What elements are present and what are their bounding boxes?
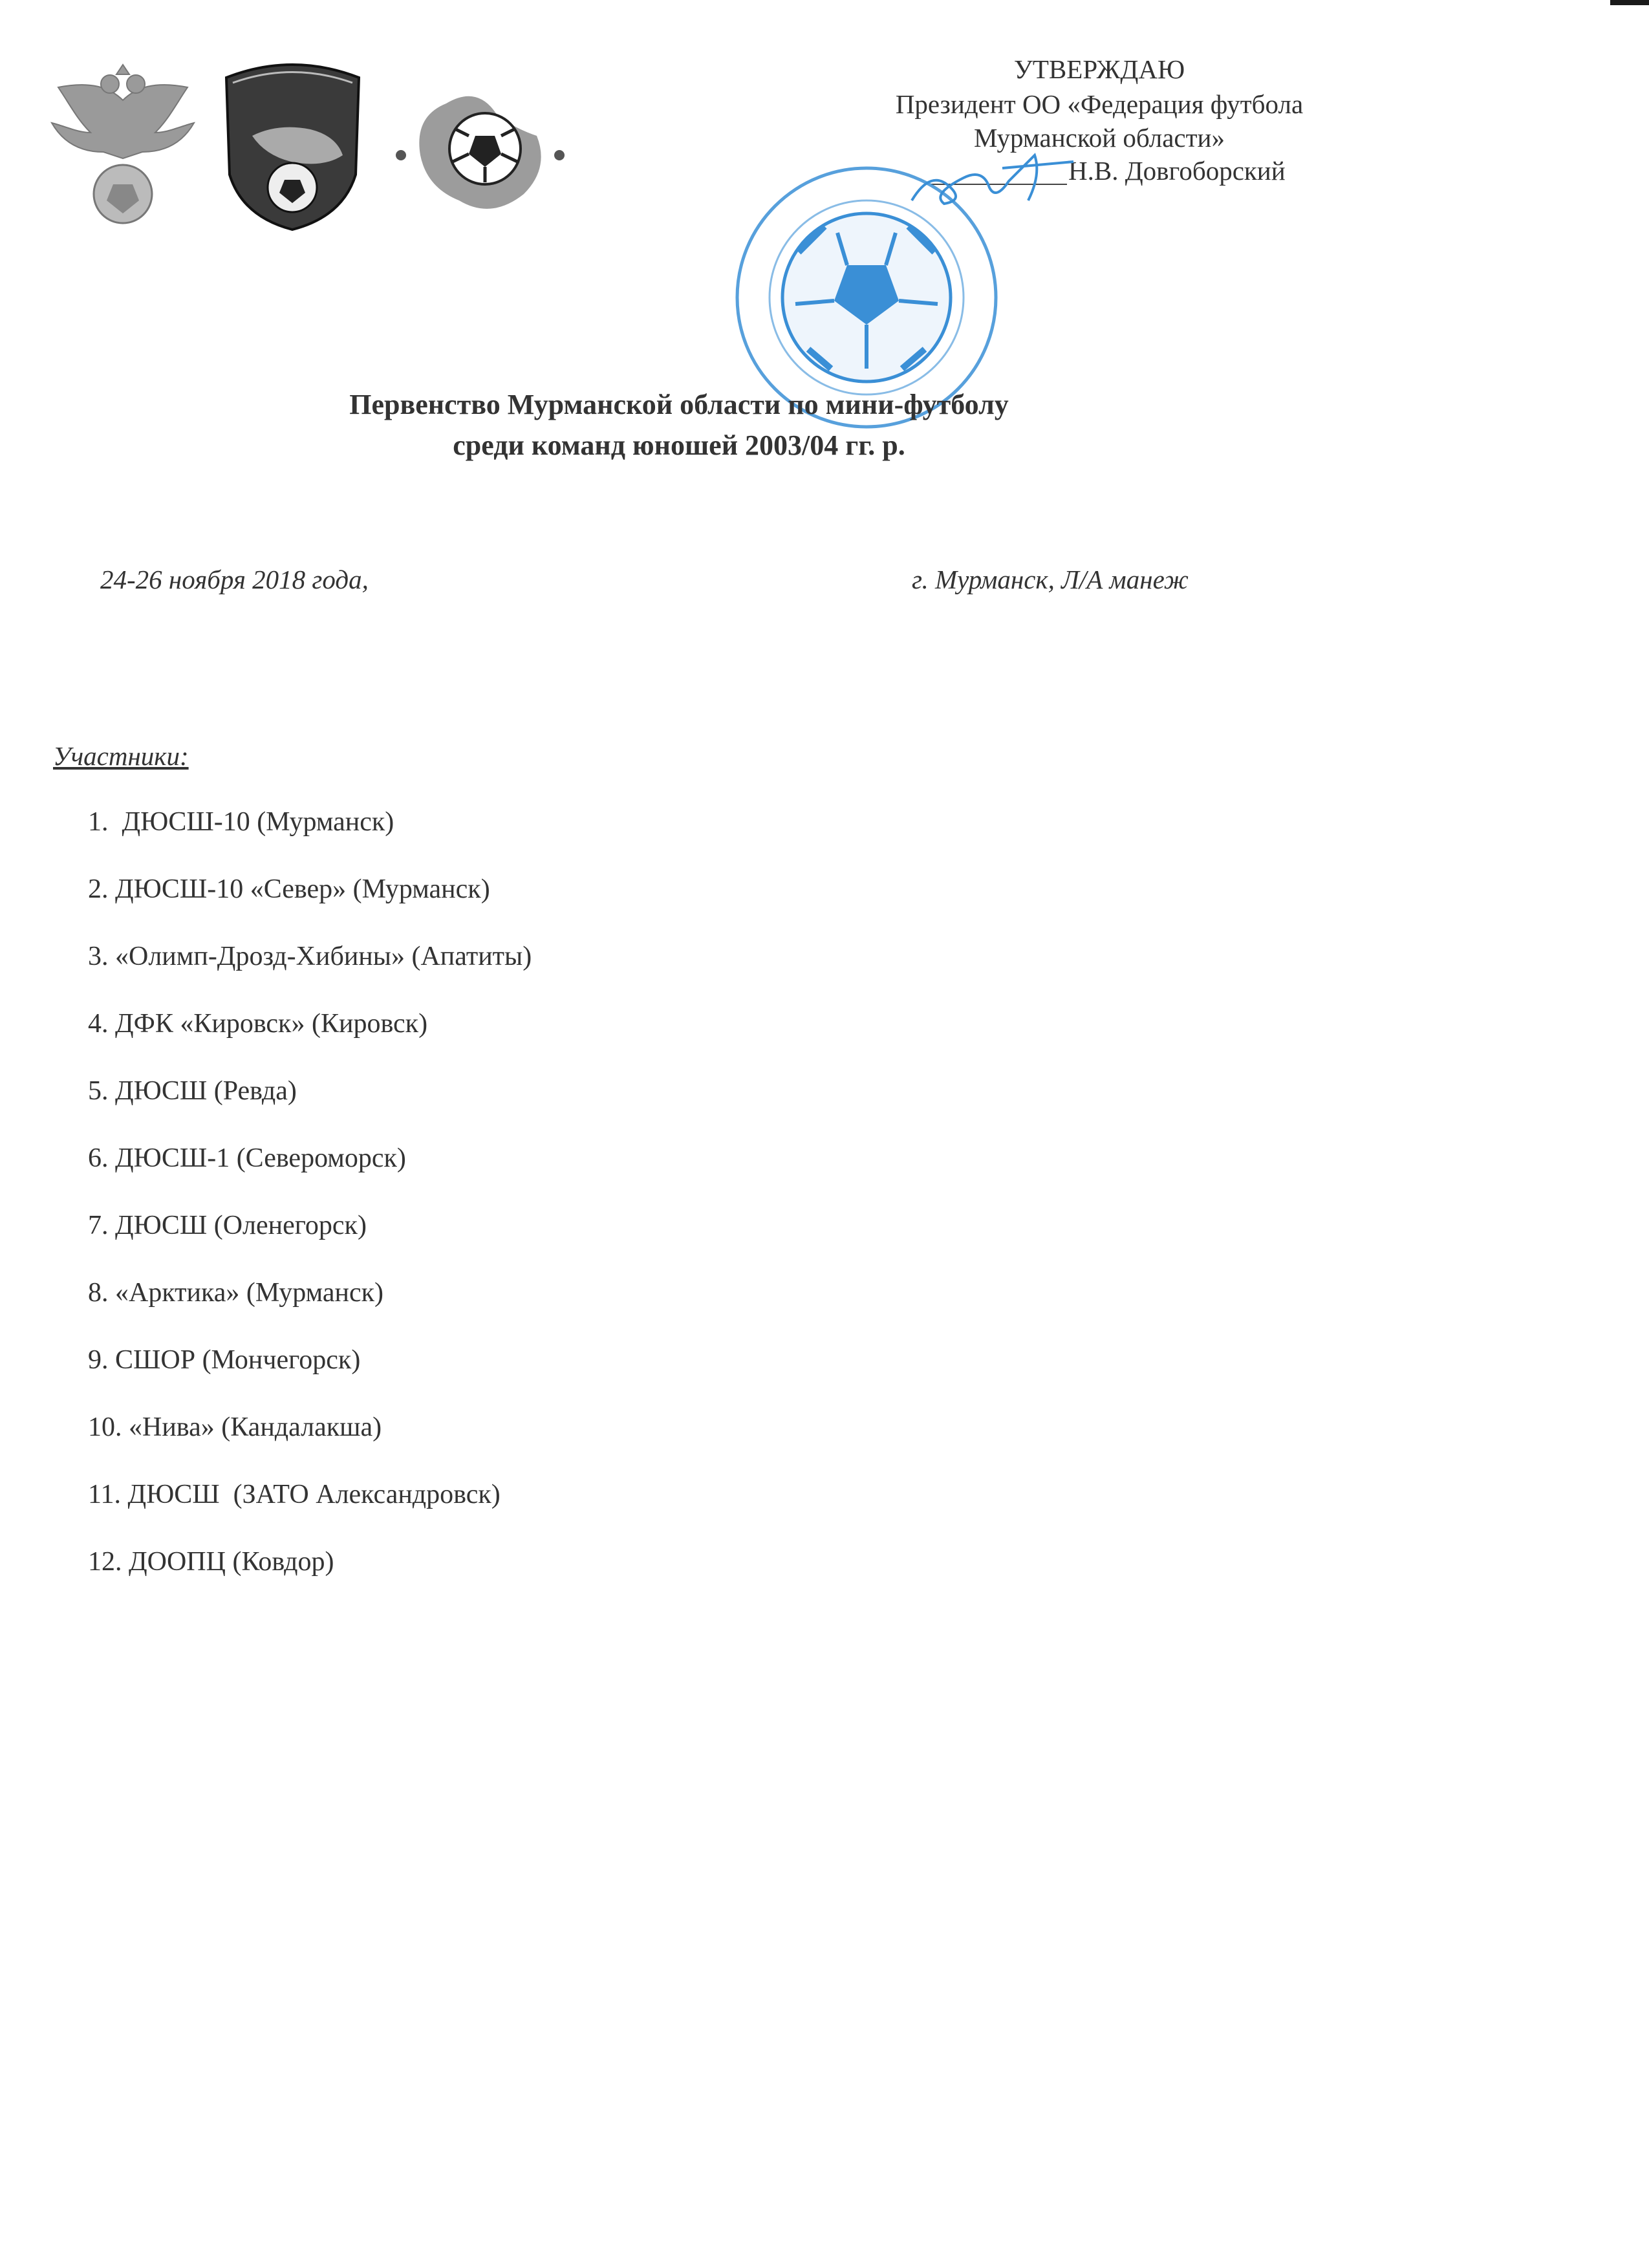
list-item: 8. «Арктика» (Мурманск) (88, 1278, 384, 1308)
scan-corner-mark (1610, 0, 1649, 5)
document-title-line2: среди команд юношей 2003/04 гг. р. (453, 429, 905, 461)
participants-heading: Участники: (53, 741, 189, 771)
list-item: 1. ДЮСШ-10 (Мурманск) (88, 807, 394, 837)
eagle-emblem-icon (45, 61, 200, 236)
list-item: 6. ДЮСШ-1 (Североморск) (88, 1143, 406, 1173)
event-place: г. Мурманск, Л/А манеж (912, 565, 1189, 594)
murmansk-federation-emblem-icon (388, 58, 569, 233)
list-item: 10. «Нива» (Кандалакша) (88, 1412, 382, 1442)
approval-position-line2: Мурманской области» (974, 123, 1225, 153)
list-item: 3. «Олимп-Дрозд-Хибины» (Апатиты) (88, 942, 532, 971)
list-item: 9. СШОР (Мончегорск) (88, 1345, 361, 1375)
event-date: 24-26 ноября 2018 года, (100, 565, 369, 594)
document-title-line1: Первенство Мурманской области по мини-футболу (349, 389, 1009, 420)
list-item: 4. ДФК «Кировск» (Кировск) (88, 1009, 428, 1039)
approval-heading: УТВЕРЖДАЮ (1013, 54, 1185, 84)
approval-position-line1: Президент ОО «Федерация футбола (895, 89, 1304, 119)
list-item: 2. ДЮСШ-10 «Север» (Мурманск) (88, 874, 490, 904)
list-item: 12. ДООПЦ (Ковдор) (88, 1547, 334, 1577)
signatory-name: Н.В. Довгоборский (1068, 156, 1286, 186)
list-item: 5. ДЮСШ (Ревда) (88, 1076, 297, 1106)
list-item: 11. ДЮСШ (ЗАТО Александровск) (88, 1480, 501, 1509)
list-item: 7. ДЮСШ (Оленегорск) (88, 1211, 367, 1240)
participants-list (88, 805, 532, 1612)
rfs-north-west-emblem-icon (213, 58, 372, 233)
